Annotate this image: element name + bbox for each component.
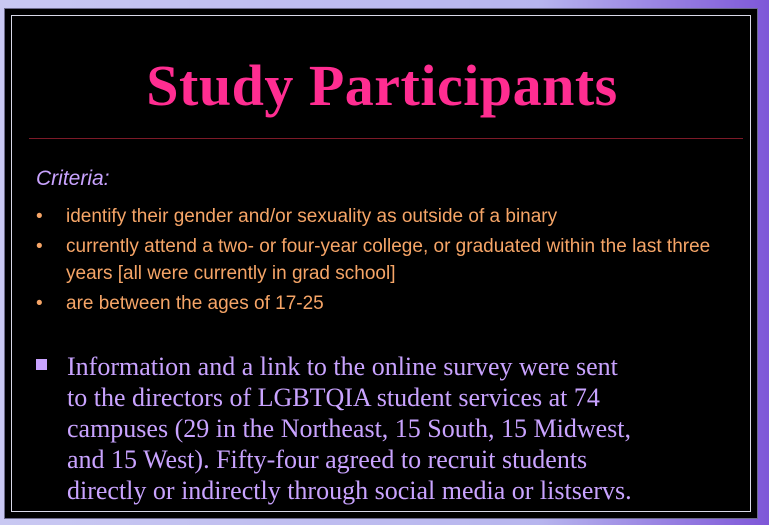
criteria-heading: Criteria:	[36, 167, 110, 190]
bullet-dot-icon: •	[36, 293, 43, 314]
criteria-item	[36, 290, 736, 317]
criteria-item-text: are between the ages of 17-25	[66, 293, 324, 314]
criteria-item-text: currently attend a two- or four-year college, or graduated within the last three years [all were currently in grad school]	[66, 236, 711, 284]
main-bullet-point	[36, 351, 746, 506]
title-divider	[29, 138, 743, 139]
criteria-item-text: identify their gender and/or sexuality as outside of a binary	[66, 206, 558, 227]
criteria-list	[36, 203, 736, 320]
bullet-dot-icon: •	[36, 206, 43, 227]
bullet-dot-icon: •	[36, 236, 43, 257]
square-bullet-icon	[36, 359, 47, 370]
slide-title: Study Participants	[146, 53, 618, 118]
main-bullet-text: Information and a link to the online survey were sent to the directors of LGBTQIA student services at 74 campuses (29 in the Northeast, 15 South, 15 Midwest, and 15 West). Fifty-four agreed to recruit students directly or indirectly through social media or listservs.	[67, 352, 632, 505]
criteria-item	[36, 203, 736, 230]
presentation-slide	[4, 8, 758, 519]
criteria-item	[36, 233, 736, 287]
